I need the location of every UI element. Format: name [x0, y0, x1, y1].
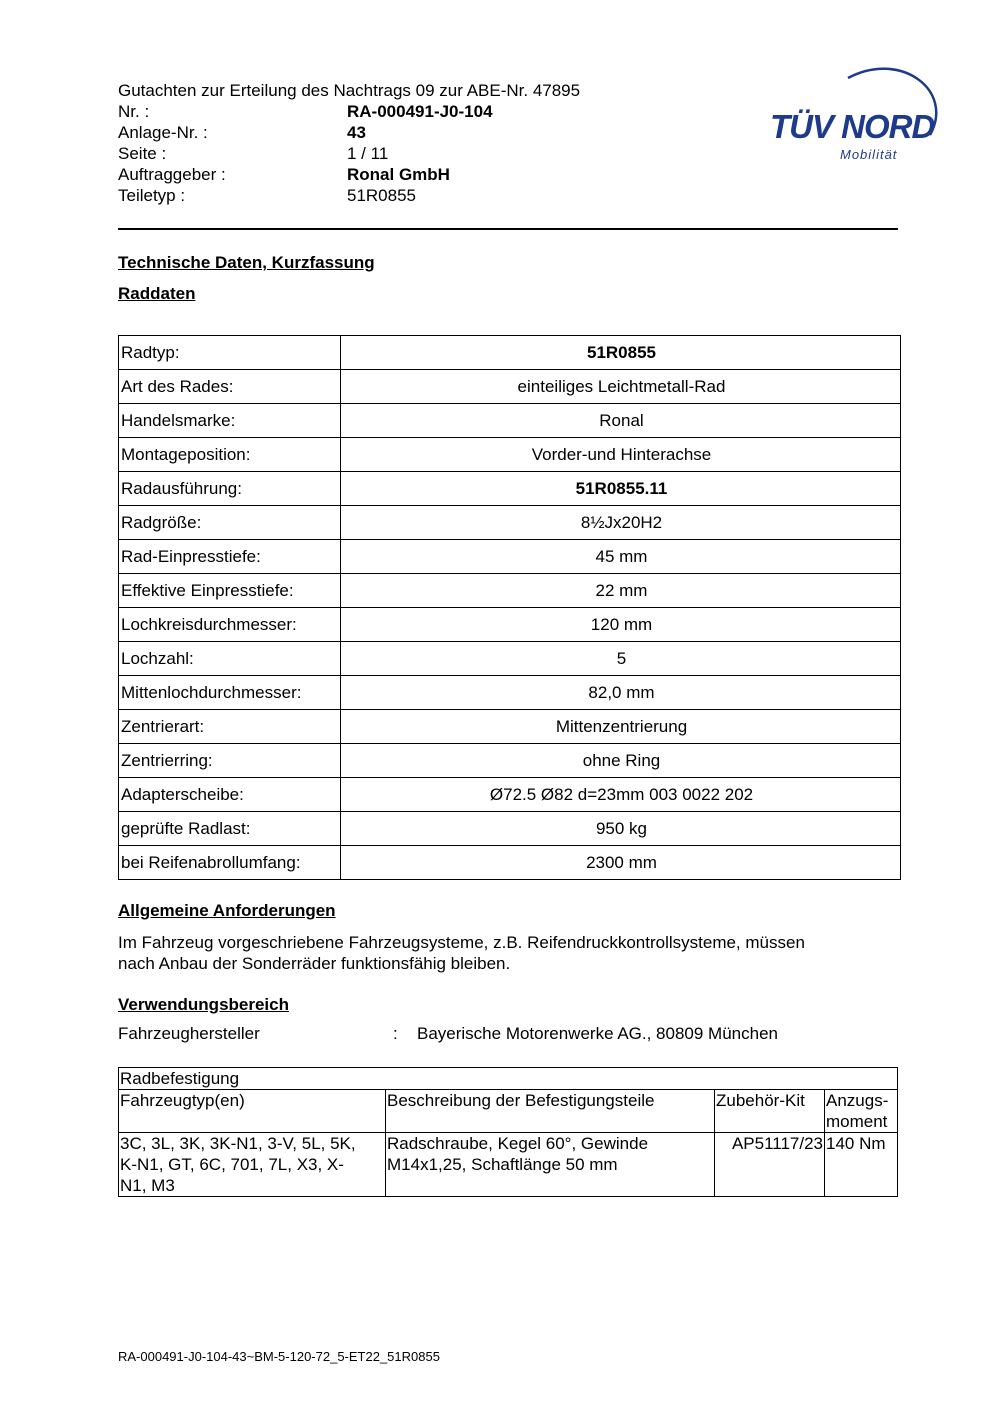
logo-sub-text: Mobilität [840, 147, 898, 162]
raddaten-row [119, 540, 901, 574]
raddaten-value: 51R0855 [341, 336, 901, 370]
header-divider [118, 228, 898, 230]
raddaten-row [119, 370, 901, 404]
fahrzeughersteller-row [118, 1024, 778, 1044]
raddaten-value: 51R0855.11 [341, 472, 901, 506]
raddaten-row [119, 506, 901, 540]
cell-beschreibung: Radschraube, Kegel 60°, Gewinde M14x1,25, Schaftlänge 50 mm [386, 1133, 715, 1197]
radbefestigung-table [118, 1067, 898, 1197]
raddaten-value: 2300 mm [341, 846, 901, 880]
header-row-nr: Nr. : RA-000491-J0-104 [118, 102, 493, 121]
raddaten-value: 22 mm [341, 574, 901, 608]
cell-anzugsmoment: 140 Nm [825, 1133, 898, 1197]
document-title: Gutachten zur Erteilung des Nachtrags 09 zur ABE-Nr. 47895 [118, 81, 581, 100]
raddaten-value: Mittenzentrierung [341, 710, 901, 744]
col-zubehoer-kit: Zubehör-Kit [715, 1090, 825, 1133]
raddaten-table [118, 335, 901, 880]
hersteller-label: Fahrzeughersteller [118, 1024, 260, 1043]
col-anzugsmoment: Anzugs- moment [825, 1090, 898, 1133]
raddaten-label: Handelsmarke: [119, 404, 341, 438]
raddaten-value: 45 mm [341, 540, 901, 574]
raddaten-value: 8½Jx20H2 [341, 506, 901, 540]
logo-brand-text: TÜV NORD [770, 108, 935, 145]
raddaten-label: Radtyp: [119, 336, 341, 370]
raddaten-value: 82,0 mm [341, 676, 901, 710]
raddaten-label: Zentrierring: [119, 744, 341, 778]
raddaten-label: Rad-Einpresstiefe: [119, 540, 341, 574]
raddaten-row [119, 812, 901, 846]
col-fahrzeugtyp: Fahrzeugtyp(en) [119, 1090, 386, 1133]
hersteller-value: Bayerische Motorenwerke AG., 80809 München [417, 1024, 778, 1043]
raddaten-label: Zentrierart: [119, 710, 341, 744]
radbefestigung-caption: Radbefestigung [119, 1068, 898, 1090]
raddaten-row [119, 336, 901, 370]
raddaten-row [119, 744, 901, 778]
raddaten-label: Montageposition: [119, 438, 341, 472]
document-header [118, 80, 638, 206]
raddaten-row [119, 438, 901, 472]
raddaten-row [119, 778, 901, 812]
raddaten-row [119, 642, 901, 676]
header-row-teiletyp: Teiletyp : 51R0855 [118, 186, 417, 205]
raddaten-value: Ø72.5 Ø82 d=23mm 003 0022 202 [341, 778, 901, 812]
header-row-seite: Seite : 1 / 11 [118, 144, 389, 163]
raddaten-value: Ronal [341, 404, 901, 438]
raddaten-label: Lochkreisdurchmesser: [119, 608, 341, 642]
raddaten-value: einteiliges Leichtmetall-Rad [341, 370, 901, 404]
page-footer: RA-000491-J0-104-43~BM-5-120-72_5-ET22_51R0855 [118, 1349, 440, 1364]
raddaten-row [119, 574, 901, 608]
raddaten-label: bei Reifenabrollumfang: [119, 846, 341, 880]
raddaten-label: Adapterscheibe: [119, 778, 341, 812]
raddaten-label: Effektive Einpresstiefe: [119, 574, 341, 608]
cell-fahrzeugtypen: 3C, 3L, 3K, 3K-N1, 3-V, 5L, 5K, K-N1, GT, 6C, 701, 7L, X3, X- N1, M3 [119, 1133, 386, 1197]
raddaten-label: Lochzahl: [119, 642, 341, 676]
hersteller-sep: : [393, 1024, 398, 1043]
raddaten-row [119, 710, 901, 744]
raddaten-value: ohne Ring [341, 744, 901, 778]
raddaten-value: Vorder-und Hinterachse [341, 438, 901, 472]
raddaten-value: 5 [341, 642, 901, 676]
section-raddaten: Raddaten [118, 284, 196, 303]
cell-zubehoer-kit: AP51117/23 [715, 1133, 825, 1197]
raddaten-row [119, 608, 901, 642]
raddaten-label: geprüfte Radlast: [119, 812, 341, 846]
raddaten-row [119, 472, 901, 506]
section-technische-daten: Technische Daten, Kurzfassung [118, 253, 375, 272]
raddaten-label: Radausführung: [119, 472, 341, 506]
raddaten-row [119, 404, 901, 438]
header-row-auftraggeber: Auftraggeber : Ronal GmbH [118, 165, 450, 184]
raddaten-row [119, 846, 901, 880]
raddaten-row [119, 676, 901, 710]
tuev-nord-logo [770, 60, 950, 170]
section-verwendungsbereich: Verwendungsbereich [118, 995, 289, 1014]
col-beschreibung: Beschreibung der Befestigungsteile [386, 1090, 715, 1133]
raddaten-label: Art des Rades: [119, 370, 341, 404]
header-row-anlage: Anlage-Nr. : 43 [118, 123, 366, 142]
raddaten-label: Radgröße: [119, 506, 341, 540]
raddaten-label: Mittenlochdurchmesser: [119, 676, 341, 710]
section-allgemeine-anforderungen: Allgemeine Anforderungen [118, 901, 336, 920]
raddaten-value: 950 kg [341, 812, 901, 846]
raddaten-value: 120 mm [341, 608, 901, 642]
allgemeine-text: Im Fahrzeug vorgeschriebene Fahrzeugsysteme, z.B. Reifendruckkontrollsysteme, müssen nach Anbau der Sonderräder funktionsfähig bleiben. [118, 933, 805, 973]
